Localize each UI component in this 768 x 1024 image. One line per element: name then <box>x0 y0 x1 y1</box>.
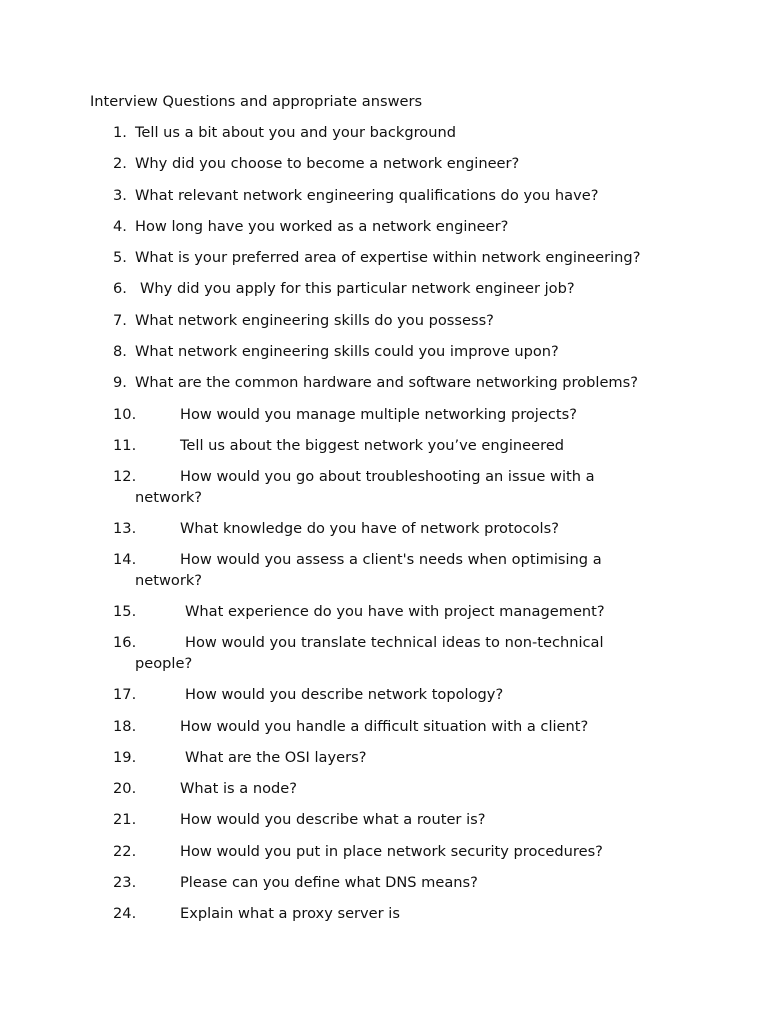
list-item <box>0 810 625 831</box>
question-number: 22. <box>113 842 137 860</box>
question-text: What relevant network engineering qualifications do you have? <box>135 186 599 204</box>
question-text: What is a node? <box>180 780 298 798</box>
list-item <box>0 405 625 426</box>
list-item <box>0 748 625 769</box>
list-item <box>0 373 638 394</box>
question-text: What knowledge do you have of network protocols? <box>180 519 559 537</box>
question-text: How would you manage multiple networking projects? <box>180 405 577 423</box>
list-item <box>0 550 625 591</box>
list-item <box>0 436 625 457</box>
question-number: 24. <box>113 905 137 923</box>
question-text: How would you handle a difficult situation with a client? <box>180 717 589 735</box>
question-number: 3. <box>113 186 127 204</box>
list-item <box>0 186 625 207</box>
question-text: Tell us about the biggest network you’ve engineered <box>180 436 565 454</box>
list-item <box>0 519 625 540</box>
list-item <box>0 717 625 738</box>
question-number: 20. <box>113 780 137 798</box>
question-text: What network engineering skills could you improve upon? <box>135 342 559 360</box>
list-item <box>0 685 625 706</box>
question-number: 21. <box>113 811 137 829</box>
question-text: What are the OSI layers? <box>185 748 367 766</box>
question-text: What is your preferred area of expertise within network engineering? <box>135 249 641 267</box>
question-number: 9. <box>113 374 127 392</box>
question-number: 15. <box>113 603 137 621</box>
question-number: 8. <box>113 342 127 360</box>
list-item <box>0 311 625 332</box>
question-number: 5. <box>113 249 127 267</box>
list-item <box>0 904 625 925</box>
question-list <box>0 123 768 936</box>
list-item <box>0 779 625 800</box>
question-text: How would you put in place network security procedures? <box>180 842 603 860</box>
question-number: 1. <box>113 124 127 141</box>
question-text: What network engineering skills do you possess? <box>135 311 494 329</box>
question-text: Why did you apply for this particular network engineer job? <box>140 280 575 298</box>
question-number: 18. <box>113 717 137 735</box>
question-number: 16. <box>113 634 137 652</box>
question-text: Why did you choose to become a network engineer? <box>135 155 520 173</box>
list-item <box>0 633 625 674</box>
list-item <box>0 467 625 508</box>
question-text: How would you go about troubleshooting an issue with a network? <box>135 468 595 506</box>
question-text: What experience do you have with project management? <box>185 603 605 621</box>
question-number: 13. <box>113 519 137 537</box>
question-number: 4. <box>113 217 127 235</box>
question-number: 6. <box>113 280 127 298</box>
question-text: How would you describe what a router is? <box>180 811 486 829</box>
list-item <box>0 873 625 894</box>
question-number: 7. <box>113 311 127 329</box>
question-number: 23. <box>113 873 137 891</box>
list-item <box>0 248 641 269</box>
question-number: 14. <box>113 551 137 569</box>
question-text: How long have you worked as a network engineer? <box>135 217 509 235</box>
question-text: How would you assess a client's needs when optimising a network? <box>135 551 602 589</box>
list-item <box>0 602 625 623</box>
list-item <box>0 842 625 863</box>
list-item <box>0 154 625 175</box>
list-item <box>0 123 625 144</box>
question-text: Explain what a proxy server is <box>180 905 400 923</box>
question-text: How would you translate technical ideas to non-technical people? <box>135 634 604 672</box>
question-number: 2. <box>113 155 127 173</box>
question-text: What are the common hardware and software networking problems? <box>135 374 638 392</box>
list-item <box>0 217 625 238</box>
question-text: Please can you define what DNS means? <box>180 873 478 891</box>
document-title: Interview Questions and appropriate answers <box>90 93 423 110</box>
question-number: 12. <box>113 468 137 486</box>
question-number: 11. <box>113 436 137 454</box>
question-text: Tell us a bit about you and your background <box>135 124 456 141</box>
question-text: How would you describe network topology? <box>185 686 504 704</box>
question-number: 19. <box>113 748 137 766</box>
question-number: 10. <box>113 405 137 423</box>
list-item <box>0 342 625 363</box>
list-item <box>0 279 625 300</box>
question-number: 17. <box>113 686 137 704</box>
